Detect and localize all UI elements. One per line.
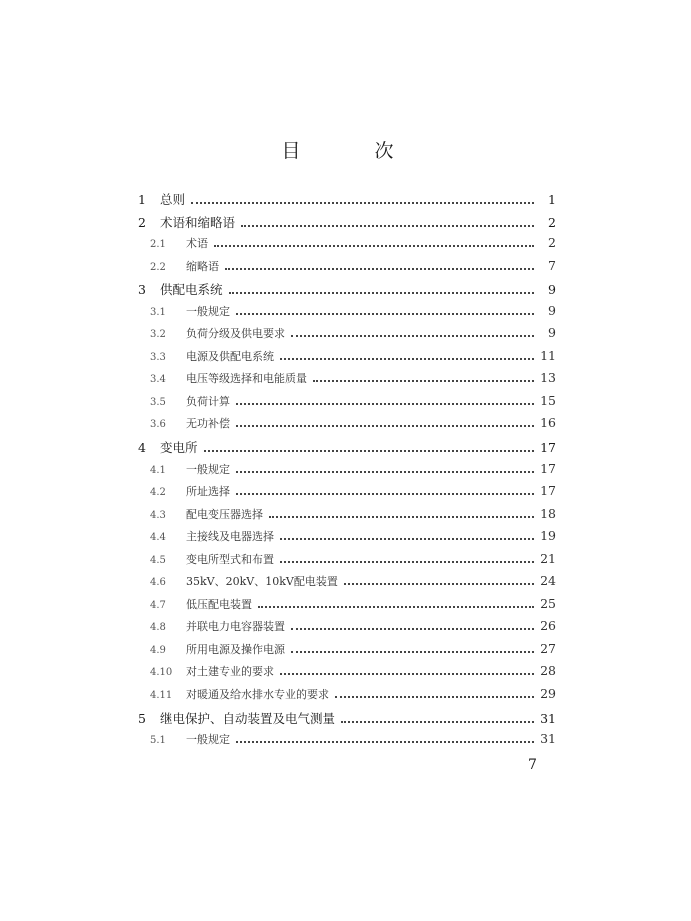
toc-entry-number: 5 xyxy=(138,710,146,726)
toc-dot-leader xyxy=(341,721,534,723)
toc-entry[interactable] xyxy=(136,461,556,484)
toc-entry-title: 电源及供配电系统 xyxy=(186,349,274,363)
toc-entry-number: 4.2 xyxy=(150,487,166,499)
toc-entry-number: 4.9 xyxy=(150,644,166,656)
toc-entry[interactable] xyxy=(136,596,556,619)
toc-dot-leader xyxy=(269,516,534,518)
toc-entry-number: 3 xyxy=(138,282,146,298)
toc-entry-title: 一般规定 xyxy=(186,304,230,318)
toc-entry[interactable] xyxy=(136,438,556,461)
toc-dot-leader xyxy=(236,493,534,495)
toc-entry-number: 3.3 xyxy=(150,351,166,363)
toc-entry-page: 9 xyxy=(548,282,556,298)
page-number: 7 xyxy=(528,757,537,773)
toc-entry-title: 变电所 xyxy=(160,440,198,456)
toc-entry-page: 7 xyxy=(548,257,556,273)
toc-entry-title: 缩略语 xyxy=(186,259,219,273)
toc-entry-title: 继电保护、自动装置及电气测量 xyxy=(160,710,336,726)
toc-dot-leader xyxy=(214,245,534,247)
toc-dot-leader xyxy=(229,292,534,294)
toc-entry-page: 25 xyxy=(540,595,556,611)
toc-entry-title: 对暖通及给水排水专业的要求 xyxy=(186,688,329,702)
toc-entry-number: 4 xyxy=(138,440,146,456)
toc-dot-leader xyxy=(344,583,534,585)
toc-entry-number: 5.1 xyxy=(150,735,166,747)
toc-dot-leader xyxy=(335,696,534,698)
toc-entry-number: 1 xyxy=(138,192,146,207)
toc-entry-title: 35kV、20kV、10kV配电装置 xyxy=(186,575,338,589)
toc-entry-page: 9 xyxy=(548,325,556,341)
toc-entry[interactable] xyxy=(136,551,556,574)
toc-entry-title: 对土建专业的要求 xyxy=(186,665,274,679)
toc-entry[interactable] xyxy=(136,190,556,213)
toc-entry[interactable] xyxy=(136,483,556,506)
toc-entry[interactable] xyxy=(136,303,556,326)
toc-entry-page: 16 xyxy=(540,415,556,431)
toc-dot-leader xyxy=(241,225,534,227)
toc-dot-leader xyxy=(236,403,534,405)
toc-entry-page: 9 xyxy=(548,302,556,318)
toc-entry-title: 变电所型式和布置 xyxy=(186,552,274,566)
toc-entry-page: 11 xyxy=(540,347,556,363)
toc-entry-page: 28 xyxy=(540,663,556,679)
toc-entry-page: 31 xyxy=(540,710,556,726)
toc-entry[interactable] xyxy=(136,235,556,258)
toc-entry[interactable] xyxy=(136,506,556,529)
toc-entry-title: 术语和缩略语 xyxy=(160,214,236,230)
toc-entry-number: 4.6 xyxy=(150,577,166,589)
toc-entry[interactable] xyxy=(136,213,556,236)
toc-dot-leader xyxy=(280,561,534,563)
toc-entry-page: 1 xyxy=(548,192,556,207)
toc-entry-page: 31 xyxy=(540,731,556,747)
toc-dot-leader xyxy=(204,450,534,452)
toc-entry-title: 所址选择 xyxy=(186,485,230,499)
toc-entry[interactable] xyxy=(136,731,556,754)
toc-dot-leader xyxy=(258,606,534,608)
toc-entry-page: 18 xyxy=(540,505,556,521)
toc-entry-title: 一般规定 xyxy=(186,733,230,747)
toc-entry-number: 3.1 xyxy=(150,306,166,318)
toc-entry[interactable] xyxy=(136,686,556,709)
toc-entry-title: 所用电源及操作电源 xyxy=(186,642,285,656)
toc-entry-title: 负荷计算 xyxy=(186,394,230,408)
toc-entry[interactable] xyxy=(136,573,556,596)
toc-dot-leader xyxy=(280,538,534,540)
toc-entry-number: 4.11 xyxy=(150,690,173,702)
toc-dot-leader xyxy=(291,335,534,337)
toc-entry-number: 3.2 xyxy=(150,329,166,341)
toc-dot-leader xyxy=(236,425,534,427)
toc-dot-leader xyxy=(225,268,534,270)
toc-entry-number: 4.8 xyxy=(150,622,166,634)
toc-entry-page: 21 xyxy=(540,550,556,566)
toc-entry-number: 2 xyxy=(138,214,146,230)
toc-entry-number: 4.5 xyxy=(150,554,166,566)
toc-entry-number: 3.6 xyxy=(150,419,166,431)
toc-entry-number: 4.10 xyxy=(150,667,173,679)
toc-dot-leader xyxy=(291,651,534,653)
table-of-contents xyxy=(136,190,556,754)
toc-entry-page: 29 xyxy=(540,686,556,702)
toc-dot-leader xyxy=(280,358,534,360)
toc-entry-title: 一般规定 xyxy=(186,462,230,476)
toc-entry-title: 电压等级选择和电能质量 xyxy=(186,372,307,386)
toc-entry-number: 4.4 xyxy=(150,532,166,544)
toc-entry-title: 供配电系统 xyxy=(160,282,223,298)
toc-entry-title: 主接线及电器选择 xyxy=(186,530,274,544)
toc-entry-number: 4.3 xyxy=(150,509,166,521)
toc-entry-title: 并联电力电容器装置 xyxy=(186,620,285,634)
toc-entry[interactable] xyxy=(136,370,556,393)
toc-entry-page: 15 xyxy=(540,392,556,408)
toc-entry-page: 24 xyxy=(540,573,556,589)
toc-entry-page: 2 xyxy=(548,214,556,230)
toc-dot-leader xyxy=(236,313,534,315)
toc-entry-page: 17 xyxy=(540,460,556,476)
toc-dot-leader xyxy=(313,380,534,382)
toc-entry[interactable] xyxy=(136,709,556,732)
toc-entry-number: 3.4 xyxy=(150,374,166,386)
toc-dot-leader xyxy=(280,673,534,675)
toc-entry-page: 27 xyxy=(540,640,556,656)
page-title: 目 次 xyxy=(281,140,428,162)
toc-dot-leader xyxy=(236,471,534,473)
toc-entry-page: 17 xyxy=(540,483,556,499)
toc-entry-number: 3.5 xyxy=(150,396,166,408)
toc-dot-leader xyxy=(191,202,534,204)
toc-entry-number: 4.1 xyxy=(150,464,166,476)
toc-entry-page: 17 xyxy=(540,440,556,456)
toc-entry-page: 2 xyxy=(548,235,556,251)
toc-entry-number: 4.7 xyxy=(150,599,166,611)
toc-entry-number: 2.1 xyxy=(150,239,166,251)
toc-entry-title: 术语 xyxy=(186,237,208,251)
toc-entry[interactable] xyxy=(136,348,556,371)
toc-entry[interactable] xyxy=(136,258,556,281)
toc-dot-leader xyxy=(236,741,534,743)
toc-entry-page: 13 xyxy=(540,370,556,386)
toc-entry-page: 26 xyxy=(540,618,556,634)
toc-entry[interactable] xyxy=(136,415,556,438)
toc-entry-title: 无功补偿 xyxy=(186,417,230,431)
toc-entry-title: 负荷分级及供电要求 xyxy=(186,327,285,341)
toc-entry[interactable] xyxy=(136,325,556,348)
toc-entry-page: 19 xyxy=(540,528,556,544)
toc-dot-leader xyxy=(291,628,534,630)
toc-entry-number: 2.2 xyxy=(150,261,166,273)
toc-entry[interactable] xyxy=(136,618,556,641)
toc-entry[interactable] xyxy=(136,663,556,686)
toc-entry[interactable] xyxy=(136,528,556,551)
toc-entry[interactable] xyxy=(136,641,556,664)
toc-entry-title: 总则 xyxy=(160,192,186,207)
toc-entry-title: 低压配电装置 xyxy=(186,597,252,611)
toc-entry[interactable] xyxy=(136,280,556,303)
toc-entry[interactable] xyxy=(136,393,556,416)
toc-entry-title: 配电变压器选择 xyxy=(186,507,263,521)
